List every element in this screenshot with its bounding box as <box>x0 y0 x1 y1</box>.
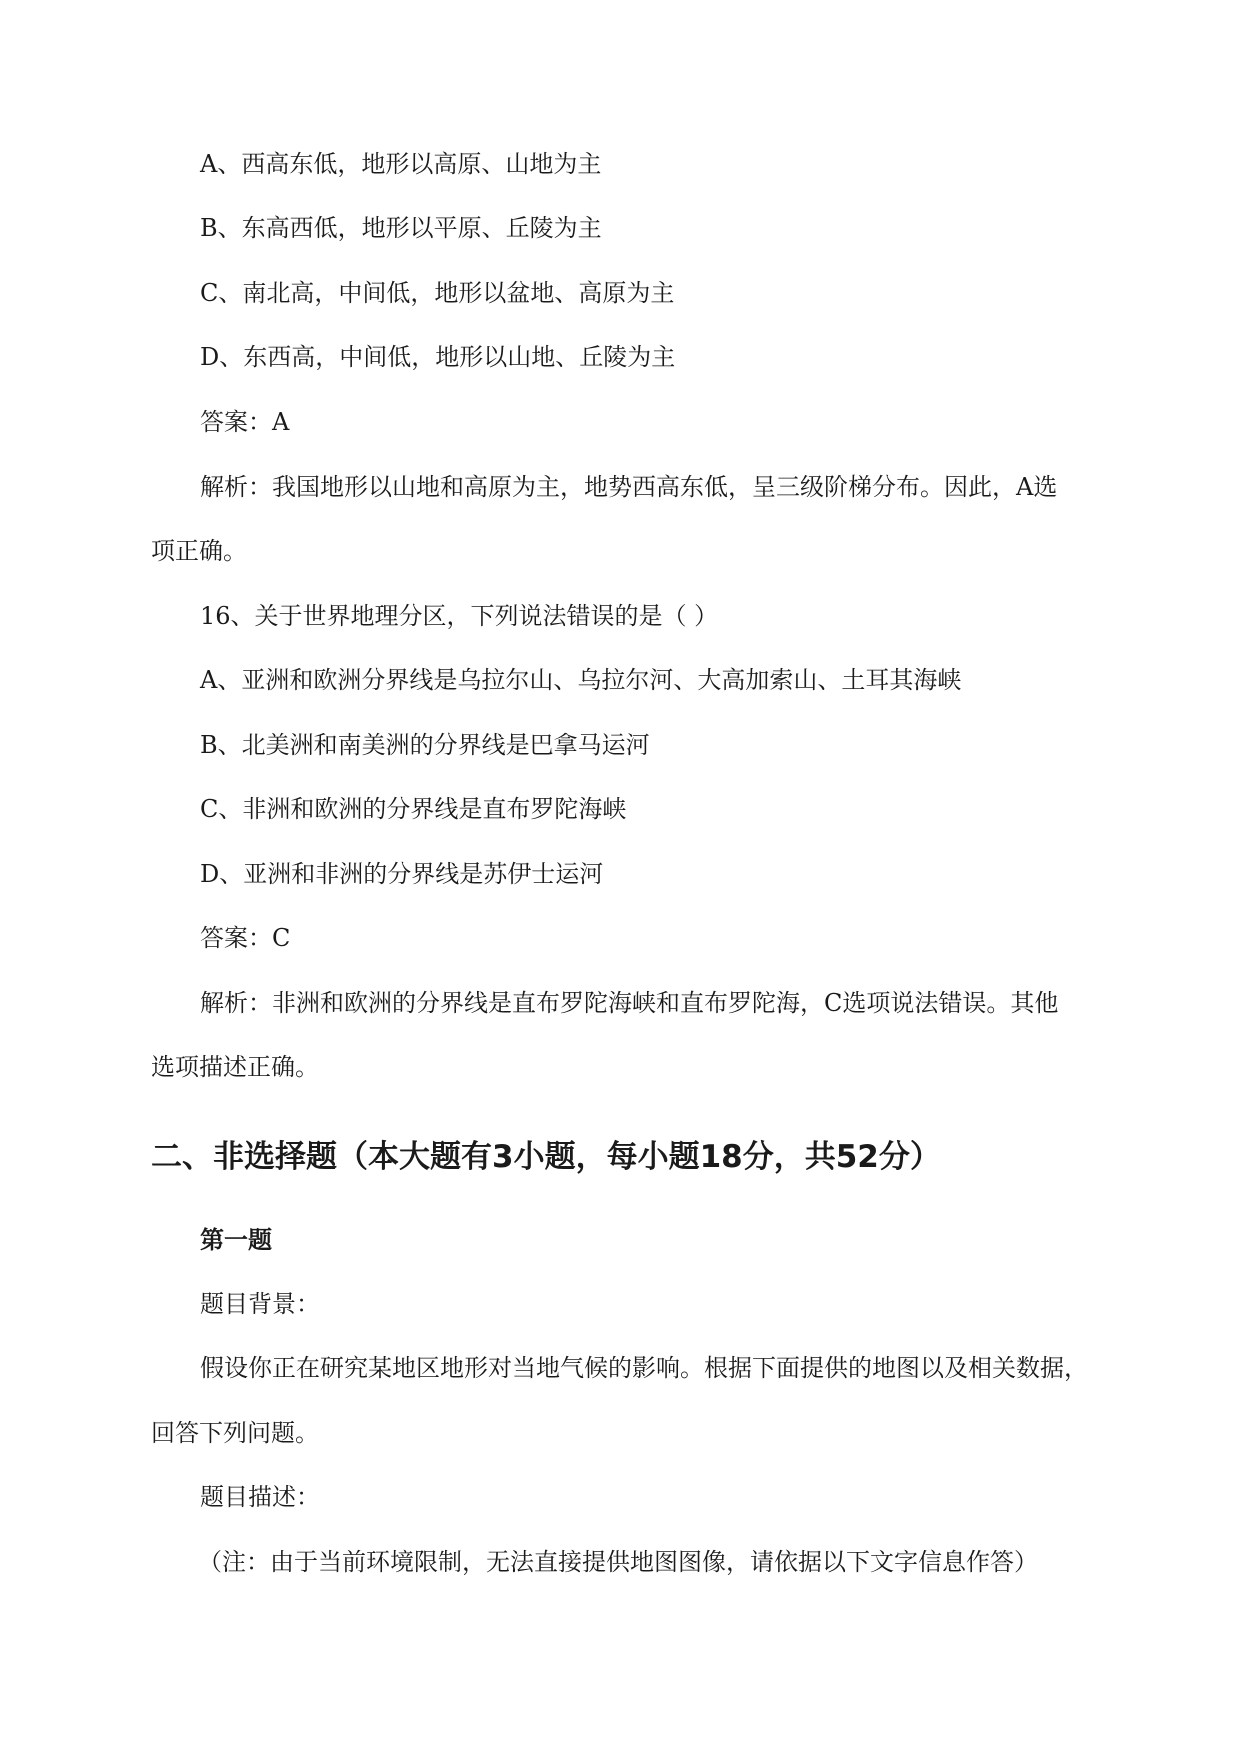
background-line1: 假设你正在研究某地区地形对当地气候的影响。根据下面提供的地图以及相关数据， <box>200 1354 1088 1382</box>
background-label: 题目背景： <box>200 1290 320 1318</box>
q15-analysis-line2: 项正确。 <box>151 537 247 565</box>
q16-option-c: C、非洲和欧洲的分界线是直布罗陀海峡 <box>200 795 627 823</box>
environment-note: （注：由于当前环境限制，无法直接提供地图图像，请依据以下文字信息作答） <box>198 1548 1038 1576</box>
background-line2: 回答下列问题。 <box>151 1419 319 1447</box>
q16-option-a: A、亚洲和欧洲分界线是乌拉尔山、乌拉尔河、大高加索山、土耳其海峡 <box>200 666 962 694</box>
q15-option-d: D、东西高，中间低，地形以山地、丘陵为主 <box>200 343 676 371</box>
description-label: 题目描述： <box>200 1483 320 1511</box>
q16-option-b: B、北美洲和南美洲的分界线是巴拿马运河 <box>200 731 650 759</box>
q15-option-a: A、西高东低，地形以高原、山地为主 <box>200 150 602 178</box>
q16-analysis-line1: 解析：非洲和欧洲的分界线是直布罗陀海峡和直布罗陀海，C选项说法错误。其他 <box>200 989 1059 1017</box>
q15-answer: 答案：A <box>200 408 290 436</box>
q16-stem: 16、关于世界地理分区，下列说法错误的是（ ） <box>200 602 719 630</box>
first-question-title: 第一题 <box>200 1226 272 1254</box>
q15-option-c: C、南北高，中间低，地形以盆地、高原为主 <box>200 279 675 307</box>
q15-option-b: B、东高西低，地形以平原、丘陵为主 <box>200 214 602 242</box>
section2-heading: 二、非选择题（本大题有3小题，每小题18分，共52分） <box>151 1139 941 1175</box>
q16-answer: 答案：C <box>200 924 291 952</box>
q16-analysis-line2: 选项描述正确。 <box>151 1053 319 1081</box>
q15-analysis-line1: 解析：我国地形以山地和高原为主，地势西高东低，呈三级阶梯分布。因此，A选 <box>200 473 1058 501</box>
q16-option-d: D、亚洲和非洲的分界线是苏伊士运河 <box>200 860 604 888</box>
